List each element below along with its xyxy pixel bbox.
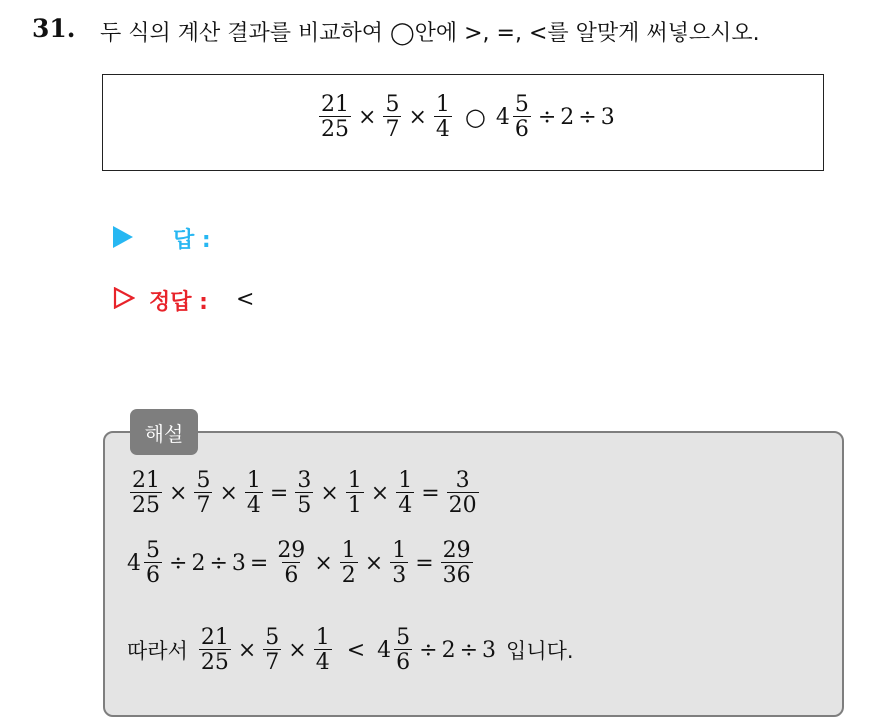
fraction <box>295 469 313 517</box>
fraction <box>245 469 263 517</box>
fraction <box>447 469 479 517</box>
numerator: 3 <box>455 468 470 493</box>
numerator: 1 <box>398 468 413 493</box>
numerator: 5 <box>146 538 160 563</box>
fraction <box>263 626 281 674</box>
denominator: 7 <box>385 117 400 143</box>
mixed-number <box>496 93 534 141</box>
numerator: 21 <box>132 468 160 493</box>
correct-answer-value: < <box>236 287 255 312</box>
numerator: 1 <box>246 468 261 493</box>
problem-expression <box>316 93 615 141</box>
denominator: 6 <box>396 650 411 676</box>
denominator: 6 <box>284 563 299 589</box>
times-sign: × <box>314 550 333 576</box>
numerator: 1 <box>392 538 407 563</box>
denominator: 5 <box>297 493 312 519</box>
equals-sign: = <box>421 480 440 506</box>
numerator: 1 <box>347 468 362 493</box>
divide-sign: ÷ <box>419 637 438 663</box>
divisor: 3 <box>482 637 497 663</box>
denominator: 2 <box>341 563 356 589</box>
denominator: 6 <box>514 117 529 143</box>
divisor: 3 <box>231 550 246 576</box>
times-sign: × <box>358 104 377 130</box>
fraction <box>275 539 307 587</box>
explanation-tab: 해설 <box>130 409 198 455</box>
mixed-number <box>127 539 165 587</box>
explanation-line-2 <box>127 539 476 587</box>
play-arrow-icon <box>113 226 133 248</box>
conclusion-prefix: 따라서 <box>127 639 188 664</box>
question-text: 두 식의 계산 결과를 비교하여 ◯안에 >, =, <를 알맞게 써넣으시오. <box>100 21 760 46</box>
fraction <box>130 469 162 517</box>
fraction <box>434 93 452 141</box>
whole-part: 4 <box>495 104 510 130</box>
denominator: 3 <box>392 563 407 589</box>
fraction <box>319 93 351 141</box>
divisor: 3 <box>600 104 615 130</box>
fraction <box>394 626 412 674</box>
explanation-conclusion <box>127 626 574 674</box>
mixed-number <box>377 626 415 674</box>
fraction <box>513 93 531 141</box>
fraction <box>346 469 364 517</box>
whole-part: 4 <box>377 637 392 663</box>
numerator: 1 <box>315 625 330 650</box>
divisor: 2 <box>191 550 206 576</box>
denominator: 36 <box>442 563 471 589</box>
problem-box <box>102 74 824 171</box>
fraction <box>383 93 401 141</box>
fraction <box>340 539 358 587</box>
fraction <box>441 539 473 587</box>
whole-part: 4 <box>127 550 141 576</box>
divide-sign: ÷ <box>578 104 597 130</box>
times-sign: × <box>288 637 307 663</box>
explanation-box <box>103 431 844 717</box>
numerator: 1 <box>435 92 450 117</box>
denominator: 7 <box>196 493 211 519</box>
less-than-sign: < <box>346 637 366 663</box>
denominator: 4 <box>398 493 413 519</box>
fraction <box>314 626 332 674</box>
times-sign: × <box>169 480 188 506</box>
denominator: 1 <box>347 493 362 519</box>
numerator: 5 <box>196 468 211 493</box>
times-sign: × <box>408 104 427 130</box>
numerator: 5 <box>385 92 400 117</box>
divisor: 2 <box>441 637 456 663</box>
denominator: 7 <box>265 650 280 676</box>
question-number: 31. <box>32 14 76 43</box>
numerator: 5 <box>265 625 280 650</box>
numerator: 3 <box>297 468 312 493</box>
numerator: 29 <box>442 538 471 563</box>
explanation-line-1 <box>127 469 482 517</box>
divisor: 2 <box>560 104 575 130</box>
comparison-circle[interactable]: ○ <box>464 103 486 132</box>
equals-sign: = <box>249 550 269 576</box>
correct-answer-label: 정답 : <box>149 290 208 315</box>
numerator: 1 <box>341 538 356 563</box>
divide-sign: ÷ <box>169 550 188 576</box>
denominator: 4 <box>315 650 330 676</box>
numerator: 21 <box>321 92 349 117</box>
denominator: 6 <box>146 563 160 589</box>
fraction <box>194 469 212 517</box>
numerator: 5 <box>514 92 529 117</box>
denominator: 25 <box>132 493 160 519</box>
times-sign: × <box>370 480 390 506</box>
fraction <box>144 539 162 587</box>
times-sign: × <box>219 480 238 506</box>
denominator: 25 <box>200 650 229 676</box>
conclusion-suffix: 입니다. <box>506 639 574 664</box>
numerator: 5 <box>396 625 411 650</box>
answer-label: 답 : <box>173 228 211 253</box>
outline-arrow-icon <box>113 287 135 309</box>
denominator: 4 <box>435 117 450 143</box>
equals-sign: = <box>269 480 289 506</box>
divide-sign: ÷ <box>459 637 479 663</box>
numerator: 29 <box>277 538 306 563</box>
fraction <box>396 469 414 517</box>
denominator: 25 <box>321 117 349 143</box>
divide-sign: ÷ <box>209 550 228 576</box>
fraction <box>199 626 231 674</box>
times-sign: × <box>320 480 339 506</box>
numerator: 21 <box>200 625 229 650</box>
equals-sign: = <box>415 550 434 576</box>
denominator: 20 <box>448 493 477 519</box>
fraction <box>390 539 408 587</box>
divide-sign: ÷ <box>537 104 557 130</box>
denominator: 4 <box>246 493 261 519</box>
times-sign: × <box>364 550 384 576</box>
times-sign: × <box>237 637 257 663</box>
